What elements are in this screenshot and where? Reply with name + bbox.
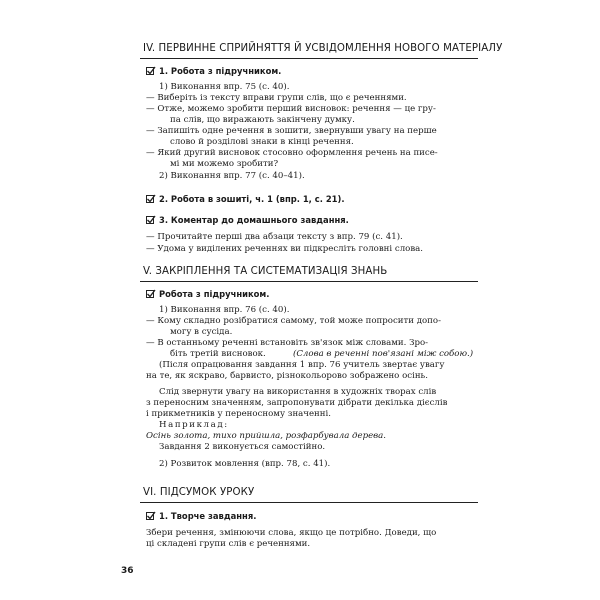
text-line: на те, як яскраво, барвисто, різнокольорово зображено осінь. xyxy=(146,371,428,381)
text-line: — В останньому реченні встановіть зв'язок між словами. Зро- xyxy=(146,338,429,348)
text-line: — Удома у виділених реченнях ви підкресліть головні слова. xyxy=(146,244,424,254)
task-title: Робота з підручником. xyxy=(159,289,270,299)
checkbox-icon xyxy=(146,67,154,75)
text-line: мі ми можемо зробити? xyxy=(170,159,279,169)
section-divider xyxy=(140,58,478,59)
section-divider xyxy=(140,281,478,282)
text-line: па слів, що виражають закінчену думку. xyxy=(170,115,355,125)
text-line: 2) Розвиток мовлення (впр. 78, с. 41). xyxy=(159,459,331,469)
task-title: 2. Робота в зошиті, ч. 1 (впр. 1, с. 21). xyxy=(159,194,345,204)
task-creative xyxy=(146,511,256,522)
text-line: — Прочитайте перші два абзаци тексту з впр. 79 (с. 41). xyxy=(146,232,403,242)
text-line: Завдання 2 виконується самостійно. xyxy=(159,442,326,452)
text-line: — Який другий висновок стосовно оформлення речень на писе- xyxy=(146,148,438,158)
conclusion-text: (Слова в реченні пов'язані між собою.) xyxy=(293,349,474,359)
checkbox-icon xyxy=(146,512,154,520)
text-line: — Виберіть із тексту вправи групи слів, що є реченнями. xyxy=(146,93,407,103)
task-title: 3. Коментар до домашнього завдання. xyxy=(159,215,349,225)
task-homework-comment xyxy=(146,215,349,226)
checkbox-icon xyxy=(146,195,154,203)
example-label: Наприклад: xyxy=(159,420,229,430)
text-line: Слід звернути увагу на використання в художніх творах слів xyxy=(159,387,437,397)
text-line: Збери речення, змінюючи слова, якщо це потрібно. Доведи, що xyxy=(146,528,437,538)
checkbox-icon xyxy=(146,290,154,298)
task-notebook-work xyxy=(146,194,345,205)
text-line: 1) Виконання впр. 75 (с. 40). xyxy=(159,82,290,92)
task-title: 1. Робота з підручником. xyxy=(159,66,282,76)
task-title: 1. Творче завдання. xyxy=(159,511,257,521)
text-line: (Після опрацювання завдання 1 впр. 76 учитель звертає увагу xyxy=(159,360,445,370)
text-line: біть третій висновок. xyxy=(170,349,266,359)
text-line: — Отже, можемо зробити перший висновок: речення — це гру- xyxy=(146,104,436,114)
section-title-v: V. ЗАКРІПЛЕННЯ ТА СИСТЕМАТИЗАЦІЯ ЗНАНЬ xyxy=(143,266,388,277)
text-line: — Кому складно розібратися самому, той може попросити допо- xyxy=(146,316,441,326)
section-title-iv: IV. ПЕРВИННЕ СПРИЙНЯТТЯ Й УСВІДОМЛЕННЯ НОВОГО МАТЕРІАЛУ xyxy=(143,43,503,54)
text-line: 1) Виконання впр. 76 (с. 40). xyxy=(159,305,290,315)
checkbox-icon xyxy=(146,216,154,224)
section-divider xyxy=(140,502,478,503)
example-text: Осінь золота, тихо прийшла, розфарбувала дерева. xyxy=(146,431,387,441)
text-line: ці складені групи слів є реченнями. xyxy=(146,539,311,549)
page-number: 36 xyxy=(121,566,134,576)
section-title-vi: VI. ПІДСУМОК УРОКУ xyxy=(143,487,255,498)
text-line: 2) Виконання впр. 77 (с. 40–41). xyxy=(159,171,305,181)
task-textbook-work xyxy=(146,66,281,77)
text-line: і прикметників у переносному значенні. xyxy=(146,409,331,419)
text-line: слово й розділові знаки в кінці речення. xyxy=(170,137,354,147)
task-textbook-work xyxy=(146,289,269,300)
text-line: могу в сусіда. xyxy=(170,327,233,337)
text-line: — Запишіть одне речення в зошити, звернувши увагу на перше xyxy=(146,126,437,136)
text-line: з переносним значенням, запропонувати дібрати декілька дієслів xyxy=(146,398,448,408)
